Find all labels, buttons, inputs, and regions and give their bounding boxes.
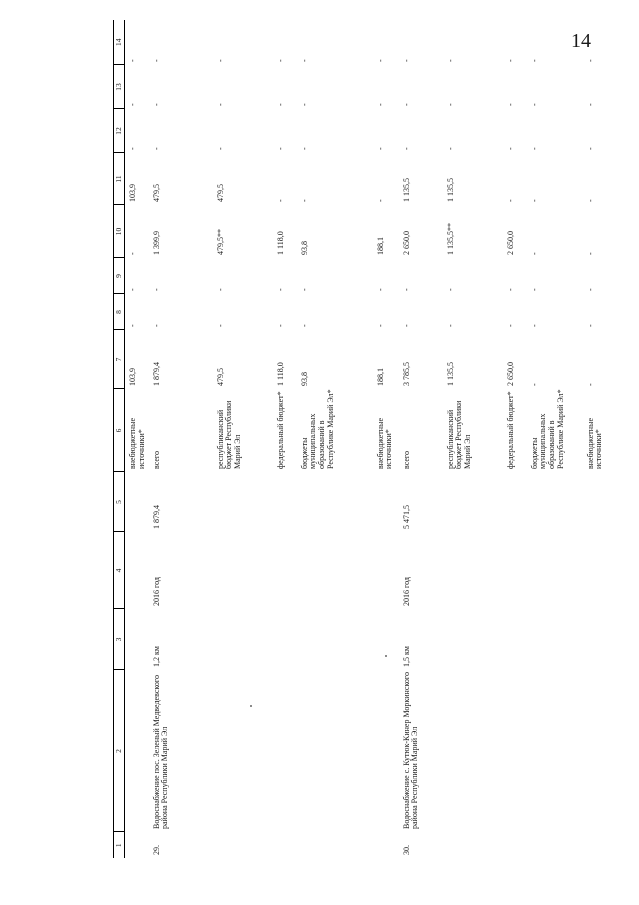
table-cell-v14: - <box>151 59 161 62</box>
col-header: 13 <box>114 65 125 109</box>
col-header: 12 <box>114 109 125 153</box>
table-cell-v10: 1 118,0 <box>275 231 285 255</box>
table-cell-source: республиканский бюджет Республики Марий Эл <box>445 400 473 469</box>
col-header: 7 <box>114 330 125 389</box>
table-cell-v9: - <box>128 288 137 291</box>
table-cell-v14: - <box>275 59 285 62</box>
table-cell-source: всего <box>151 450 161 469</box>
table-cell-name <box>583 670 613 832</box>
col-header: 2 <box>114 670 125 832</box>
table-cell-name <box>273 670 297 832</box>
table-cell-v12: - <box>215 147 225 150</box>
table-cell-v12: - <box>275 147 285 150</box>
table-cell-year <box>583 532 613 609</box>
funding-table <box>113 20 613 858</box>
table-cell-name <box>213 670 273 832</box>
table-cell-v11: - <box>529 199 539 202</box>
table-cell-v12: - <box>375 147 385 150</box>
table-cell-v11: - <box>505 199 515 202</box>
table-cell-v11: - <box>299 199 309 202</box>
table-cell-v11: 1 135,5 <box>401 178 411 202</box>
table-cell-v14: - <box>375 59 385 62</box>
table-cell-name <box>503 670 527 832</box>
table-cell-v13: - <box>275 103 285 106</box>
table-cell-v13: - <box>375 103 385 106</box>
table-cell-total <box>503 472 527 532</box>
table-cell-v8: - <box>445 324 455 327</box>
table-cell-v11: 103,9 <box>128 184 137 202</box>
table-cell-v7: - <box>529 383 539 386</box>
table-cell-no <box>273 832 297 858</box>
table-cell-v10: 1 399,9 <box>151 231 161 255</box>
table-cell-v9: - <box>529 288 539 291</box>
table-row <box>527 20 583 858</box>
table-cell-v11: - <box>375 199 385 202</box>
table-row <box>297 20 373 858</box>
col-header: 11 <box>114 153 125 205</box>
table-cell-v12: - <box>505 147 515 150</box>
table-cell-no: 30. <box>401 845 411 855</box>
table-cell-source: республиканский бюджет Республики Марий Эл <box>215 400 243 469</box>
table-cell-v10: - <box>585 252 595 255</box>
table-cell-v14: - <box>128 59 137 62</box>
table-cell-no <box>213 832 273 858</box>
table-cell-no <box>527 832 583 858</box>
table-row <box>273 20 297 858</box>
table-cell-no <box>125 832 149 858</box>
table-cell-source: всего <box>401 450 411 469</box>
table-cell-v14: - <box>529 59 539 62</box>
table-cell-source: внебюджетные источники* <box>375 418 394 469</box>
table-cell-no <box>443 832 503 858</box>
col-header: 4 <box>114 532 125 609</box>
rotated-table-sheet <box>113 20 604 858</box>
table-row <box>213 20 273 858</box>
col-header: 3 <box>114 609 125 670</box>
table-cell-length <box>583 609 613 670</box>
scan-speck <box>385 655 387 657</box>
col-header: 1 <box>114 832 125 858</box>
table-cell-v12: - <box>445 147 455 150</box>
table-cell-v12: - <box>585 147 595 150</box>
table-cell-v14: - <box>401 59 411 62</box>
table-cell-v7: 2 650,0 <box>505 362 515 386</box>
table-cell-total <box>297 472 373 532</box>
table-cell-no <box>503 832 527 858</box>
table-cell-source: бюджеты муниципальных образований в Республике Марий Эл* <box>529 389 566 469</box>
table-cell-v14: - <box>585 59 595 62</box>
table-cell-total <box>213 472 273 532</box>
table-cell-v8: - <box>585 324 595 327</box>
table-cell-v13: - <box>505 103 515 106</box>
table-cell-total <box>443 472 503 532</box>
table-cell-v7: 1 135,5 <box>445 362 455 386</box>
table-cell-v13: - <box>401 103 411 106</box>
table-cell-v13: - <box>529 103 539 106</box>
table-cell-length <box>125 609 149 670</box>
table-cell-total: 5 471,5 <box>401 505 411 529</box>
table-cell-total <box>125 472 149 532</box>
col-header: 6 <box>114 389 125 472</box>
table-cell-year <box>297 532 373 609</box>
table-cell-v7: 1 118,0 <box>275 362 285 386</box>
table-cell-v10: 1 135,5** <box>445 223 455 255</box>
table-cell-no <box>373 832 399 858</box>
table-cell-no <box>297 832 373 858</box>
table-cell-v9: - <box>299 288 309 291</box>
col-header: 14 <box>114 20 125 65</box>
scan-speck <box>250 705 252 707</box>
table-cell-v10: 188,1 <box>375 237 385 255</box>
table-cell-v14: - <box>445 59 455 62</box>
table-cell-year <box>125 532 149 609</box>
table-cell-v7: 93,8 <box>299 372 309 386</box>
table-cell-v12: - <box>128 147 137 150</box>
table-cell-year <box>443 532 503 609</box>
table-cell-length: 1,5 км <box>401 646 411 667</box>
table-cell-source: федеральный бюджет* <box>505 391 515 469</box>
table-cell-length <box>373 609 399 670</box>
table-cell-v10: 479,5** <box>215 229 225 255</box>
table-cell-total <box>373 472 399 532</box>
table-cell-v9: - <box>585 288 595 291</box>
table-cell-v7: - <box>585 383 595 386</box>
table-row <box>149 20 213 858</box>
table-cell-v8: - <box>299 324 309 327</box>
table-cell-v7: 188,1 <box>375 368 385 386</box>
table-cell-v7: 3 785,5 <box>401 362 411 386</box>
table-cell-length <box>273 609 297 670</box>
table-cell-name <box>527 670 583 832</box>
table-cell-v9: - <box>275 288 285 291</box>
table-cell-total <box>527 472 583 532</box>
table-row <box>399 20 443 858</box>
table-cell-year: 2016 год <box>401 577 411 606</box>
table-cell-v9: - <box>401 288 411 291</box>
page-number: 14 <box>571 30 591 52</box>
table-cell-v13: - <box>128 103 137 106</box>
table-cell-total <box>583 472 613 532</box>
table-cell-length <box>443 609 503 670</box>
table-cell-year <box>503 532 527 609</box>
table-cell-year <box>373 532 399 609</box>
table-cell-source: внебюджетные источники* <box>128 418 146 469</box>
table-cell-v8: - <box>215 324 225 327</box>
table-cell-v13: - <box>445 103 455 106</box>
table-cell-v11: 1 135,5 <box>445 178 455 202</box>
table-cell-source: бюджеты муниципальных образований в Республике Марий Эл* <box>299 389 336 469</box>
table-cell-v11: - <box>275 199 285 202</box>
table-cell-name <box>373 670 399 832</box>
table-cell-v14: - <box>215 59 225 62</box>
table-cell-v8: - <box>401 324 411 327</box>
table-cell-v11: 479,5 <box>215 184 225 202</box>
table-cell-v7: 103,9 <box>128 368 137 386</box>
table-cell-year <box>273 532 297 609</box>
table-cell-no <box>583 832 613 858</box>
table-row <box>503 20 527 858</box>
table-cell-source: федеральный бюджет* <box>275 391 285 469</box>
table-cell-length <box>503 609 527 670</box>
table-cell-length <box>527 609 583 670</box>
table-cell-v8: - <box>529 324 539 327</box>
table-cell-length: 1,2 км <box>151 646 161 667</box>
table-cell-v13: - <box>151 103 161 106</box>
table-cell-name: Водоснабжение с. Кутюк-Кинер Моркинского района Республики Марий Эл <box>401 672 420 829</box>
column-number-row <box>114 20 125 858</box>
table-cell-source: внебюджетные источники* <box>585 418 604 469</box>
table-cell-total <box>273 472 297 532</box>
table-row <box>373 20 399 858</box>
table-cell-v11: 479,5 <box>151 184 161 202</box>
table-cell-v13: - <box>585 103 595 106</box>
table-row <box>583 20 613 858</box>
table-cell-v10: - <box>128 252 137 255</box>
table-cell-v12: - <box>529 147 539 150</box>
col-header: 9 <box>114 258 125 294</box>
table-row <box>125 20 149 858</box>
col-header: 5 <box>114 472 125 532</box>
table-cell-v12: - <box>299 147 309 150</box>
table-cell-length <box>213 609 273 670</box>
table-cell-v9: - <box>215 288 225 291</box>
table-cell-v9: - <box>151 288 161 291</box>
table-cell-v9: - <box>445 288 455 291</box>
table-row <box>443 20 503 858</box>
table-cell-year: 2016 год <box>151 577 161 606</box>
col-header: 10 <box>114 205 125 258</box>
table-cell-v8: - <box>151 324 161 327</box>
table-cell-v8: - <box>505 324 515 327</box>
table-cell-v10: 2 650,0 <box>505 231 515 255</box>
table-cell-v13: - <box>299 103 309 106</box>
table-cell-v14: - <box>505 59 515 62</box>
table-cell-v14: - <box>299 59 309 62</box>
col-header: 8 <box>114 294 125 330</box>
table-cell-v11: - <box>585 199 595 202</box>
table-cell-v9: - <box>375 288 385 291</box>
table-cell-v10: 2 650,0 <box>401 231 411 255</box>
table-cell-v8: - <box>375 324 385 327</box>
table-cell-v9: - <box>505 288 515 291</box>
table-cell-total: 1 879,4 <box>151 505 161 529</box>
table-cell-v10: - <box>529 252 539 255</box>
table-cell-year <box>527 532 583 609</box>
table-cell-name <box>125 670 149 832</box>
table-cell-v7: 479,5 <box>215 368 225 386</box>
table-cell-year <box>213 532 273 609</box>
table-cell-name: Водоснабжение пос. Зеленый Медведевского района Республики Марий Эл <box>151 675 170 829</box>
table-cell-length <box>297 609 373 670</box>
table-cell-v8: - <box>275 324 285 327</box>
table-cell-no: 29. <box>151 845 161 855</box>
table-cell-v12: - <box>151 147 161 150</box>
table-cell-name <box>297 670 373 832</box>
table-cell-v10: 93,8 <box>299 241 309 255</box>
table-cell-name <box>443 670 503 832</box>
table-cell-v7: 1 879,4 <box>151 362 161 386</box>
table-cell-v8: - <box>128 324 137 327</box>
table-cell-v13: - <box>215 103 225 106</box>
table-cell-v12: - <box>401 147 411 150</box>
